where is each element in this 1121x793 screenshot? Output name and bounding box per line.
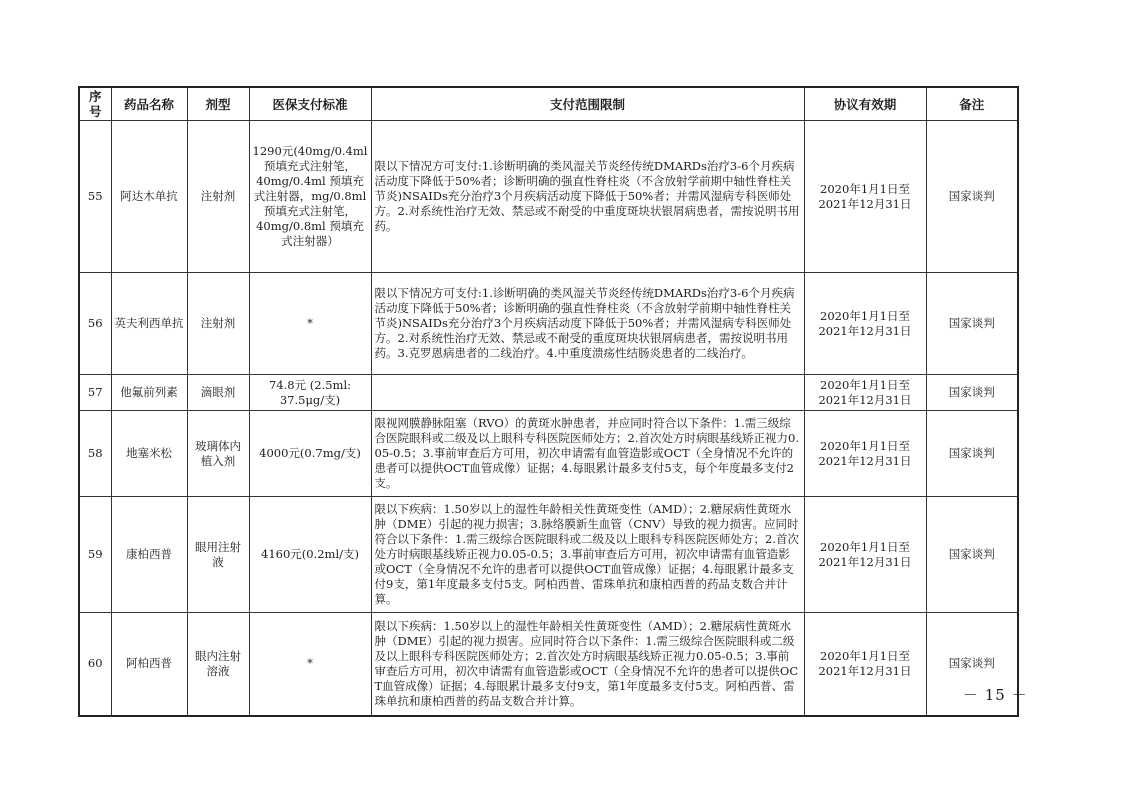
row-dosage-form: 眼内注射溶液 [187, 613, 249, 716]
header-remarks: 备注 [926, 87, 1018, 121]
row-drug-name: 阿达木单抗 [111, 121, 187, 273]
table-row [79, 121, 1018, 273]
page-number: － 15 － [963, 686, 1028, 704]
row-payment-scope [371, 375, 804, 411]
table-row [79, 497, 1018, 613]
row-payment-scope: 限视网膜静脉阻塞（RVO）的黄斑水肿患者，并应同时符合以下条件：1.需三级综合医院眼科或二级及以上眼科专科医院医师处方；2.首次处方时病眼基线矫正视力0.05-0.5；3.事前审查后方可用，初次申请需有血管造影或OCT（全身情况不允许的患者可以提供OCT血管成像）证据；4.每眼累计最多支付5支，每个年度最多支付2支。 [371, 411, 804, 497]
header-payment-scope: 支付范围限制 [371, 87, 804, 121]
period-start: 2020年1月1日至 [820, 648, 910, 663]
row-dosage-form: 注射剂 [187, 273, 249, 375]
row-agreement-period [804, 273, 926, 375]
row-remarks: 国家谈判 [926, 375, 1018, 411]
row-no: 60 [79, 613, 111, 716]
row-remarks: 国家谈判 [926, 121, 1018, 273]
row-agreement-period [804, 411, 926, 497]
row-drug-name: 阿柏西普 [111, 613, 187, 716]
row-remarks: 国家谈判 [926, 273, 1018, 375]
row-agreement-period [804, 613, 926, 716]
row-dosage-form: 眼用注射液 [187, 497, 249, 613]
row-payment-standard: * [249, 613, 371, 716]
row-drug-name: 英夫利西单抗 [111, 273, 187, 375]
row-payment-scope: 限以下疾病：1.50岁以上的湿性年龄相关性黄斑变性（AMD）；2.糖尿病性黄斑水肿（DME）引起的视力损害；3.脉络膜新生血管（CNV）导致的视力损害。应同时符合以下条件：1.需三级综合医院眼科或二级及以上眼科专科医院医师处方；2.首次处方时病眼基线矫正视力0.05-0.5；3.事前审查后方可用，初次申请需有血管造影或OCT（全身情况不允许的患者可以提供OCT血管成像）证据；4.每眼累计最多支付9支，第1年度最多支付5支。阿柏西普、雷珠单抗和康柏西普的药品支数合并计算。 [371, 497, 804, 613]
period-end: 2021年12月31日 [818, 392, 912, 407]
period-start: 2020年1月1日至 [820, 308, 910, 323]
row-no: 58 [79, 411, 111, 497]
row-agreement-period [804, 121, 926, 273]
table-row [79, 273, 1018, 375]
row-payment-scope: 限以下疾病：1.50岁以上的湿性年龄相关性黄斑变性（AMD）；2.糖尿病性黄斑水肿（DME）引起的视力损害。应同时符合以下条件：1.需三级综合医院眼科或二级及以上眼科专科医院医师处方；2.首次处方时病眼基线矫正视力0.05-0.5；3.事前审查后方可用，初次申请需有血管造影或OCT（全身情况不允许的患者可以提供OCT血管成像）证据；4.每眼累计最多支付9支，第1年度最多支付5支。阿柏西普、雷珠单抗和康柏西普的药品支数合并计算。 [371, 613, 804, 716]
table-row [79, 411, 1018, 497]
row-no: 55 [79, 121, 111, 273]
row-drug-name: 他氟前列素 [111, 375, 187, 411]
table-row [79, 375, 1018, 411]
row-dosage-form: 注射剂 [187, 121, 249, 273]
row-agreement-period [804, 375, 926, 411]
row-drug-name: 地塞米松 [111, 411, 187, 497]
row-payment-standard: 74.8元 (2.5ml: 37.5μg/支) [249, 375, 371, 411]
table-header-row [79, 87, 1018, 121]
header-dosage-form: 剂型 [187, 87, 249, 121]
row-payment-scope: 限以下情况方可支付:1.诊断明确的类风湿关节炎经传统DMARDs治疗3-6个月疾病活动度下降低于50%者；诊断明确的强直性脊柱炎（不含放射学前期中轴性脊柱关节炎)NSAIDs充分治疗3个月疾病活动度下降低于50%者；并需风湿病专科医师处方。2.对系统性治疗无效、禁忌或不耐受的中重度斑块状银屑病患者，需按说明书用药。 [371, 121, 804, 273]
drug-payment-table [78, 86, 1019, 717]
header-agreement-period: 协议有效期 [804, 87, 926, 121]
row-agreement-period [804, 497, 926, 613]
period-end: 2021年12月31日 [818, 453, 912, 468]
table-row [79, 613, 1018, 716]
row-no: 57 [79, 375, 111, 411]
row-payment-standard: * [249, 273, 371, 375]
row-dosage-form: 滴眼剂 [187, 375, 249, 411]
row-drug-name: 康柏西普 [111, 497, 187, 613]
row-no: 56 [79, 273, 111, 375]
row-payment-standard: 1290元(40mg/0.4ml 预填充式注射笔，40mg/0.4ml 预填充式注射器，mg/0.8ml 预填充式注射笔，40mg/0.8ml 预填充式注射器） [249, 121, 371, 273]
period-start: 2020年1月1日至 [820, 377, 910, 392]
period-end: 2021年12月31日 [818, 196, 912, 211]
row-dosage-form: 玻璃体内植入剂 [187, 411, 249, 497]
header-payment-standard: 医保支付标准 [249, 87, 371, 121]
row-payment-scope: 限以下情况方可支付:1.诊断明确的类风湿关节炎经传统DMARDs治疗3-6个月疾病活动度下降低于50%者；诊断明确的强直性脊柱炎（不含放射学前期中轴性脊柱关节炎)NSAIDs充分治疗3个月疾病活动度下降低于50%者；并需风湿病专科医师处方。2.对系统性治疗无效、禁忌或不耐受的重度斑块状银屑病患者，需按说明书用药。3.克罗恩病患者的二线治疗。4.中重度溃疡性结肠炎患者的二线治疗。 [371, 273, 804, 375]
row-payment-standard: 4000元(0.7mg/支) [249, 411, 371, 497]
row-payment-standard: 4160元(0.2ml/支) [249, 497, 371, 613]
row-no: 59 [79, 497, 111, 613]
period-end: 2021年12月31日 [818, 663, 912, 678]
period-end: 2021年12月31日 [818, 554, 912, 569]
header-no: 序号 [79, 87, 111, 121]
row-remarks: 国家谈判 [926, 497, 1018, 613]
period-start: 2020年1月1日至 [820, 438, 910, 453]
period-end: 2021年12月31日 [818, 323, 912, 338]
header-drug-name: 药品名称 [111, 87, 187, 121]
period-start: 2020年1月1日至 [820, 539, 910, 554]
row-remarks: 国家谈判 [926, 613, 1018, 716]
period-start: 2020年1月1日至 [820, 181, 910, 196]
row-remarks: 国家谈判 [926, 411, 1018, 497]
